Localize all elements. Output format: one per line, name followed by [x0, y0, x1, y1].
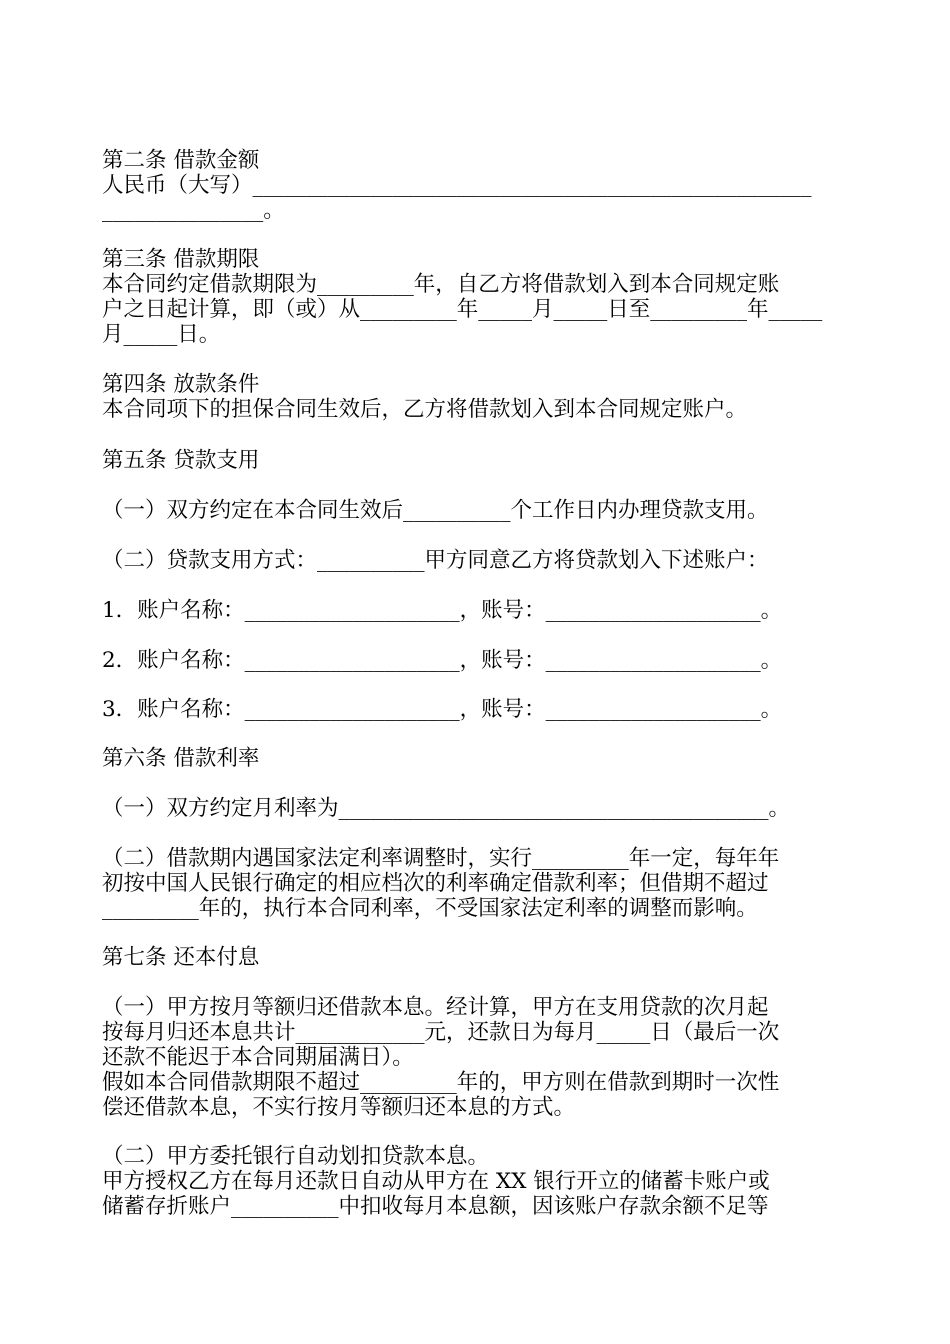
term-line-1: 本合同约定借款期限为_________年，自乙方将借款划入到本合同规定账: [102, 272, 780, 297]
account-line-3: 3．账户名称：____________________，账号：____________________。: [102, 697, 783, 722]
repayment-clause-1-line-5: 偿还借款本息，不实行按月等额归还本息的方式。: [102, 1095, 576, 1120]
disbursement-condition-line: 本合同项下的担保合同生效后，乙方将借款划入到本合同规定账户。: [102, 397, 748, 422]
article-2-heading: 第二条 借款金额: [102, 148, 260, 173]
repayment-clause-1-line-2: 按每月归还本息共计____________元，还款日为每月_____日（最后一次: [102, 1020, 780, 1045]
drawdown-clause-1: （一）双方约定在本合同生效后__________个工作日内办理贷款支用。: [102, 498, 769, 523]
article-4-heading: 第四条 放款条件: [102, 372, 260, 397]
repayment-clause-2-heading: （二）甲方委托银行自动划扣贷款本息。: [102, 1144, 490, 1169]
rate-clause-2-line-2: 初按中国人民银行确定的相应档次的利率确定借款利率；但借期不超过: [102, 871, 769, 896]
drawdown-clause-2: （二）贷款支用方式：__________甲方同意乙方将贷款划入下述账户：: [102, 548, 769, 573]
rate-clause-2-line-1: （二）借款期内遇国家法定利率调整时，实行_________年一定，每年年: [102, 846, 780, 871]
account-line-1: 1．账户名称：____________________，账号：____________________。: [102, 598, 783, 623]
repayment-clause-1-line-1: （一）甲方按月等额归还借款本息。经计算，甲方在支用贷款的次月起: [102, 995, 769, 1020]
account-line-2: 2．账户名称：____________________，账号：____________________。: [102, 648, 783, 673]
rate-clause-2-line-3: _________年的，执行本合同利率，不受国家法定利率的调整而影响。: [102, 896, 758, 921]
repayment-clause-1-line-4: 假如本合同借款期限不超过_________年的，甲方则在借款到期时一次性: [102, 1070, 780, 1095]
loan-amount-line-cont: _______________。: [102, 198, 285, 223]
term-line-2: 户之日起计算，即（或）从_________年_____月_____日至_________年_____: [102, 297, 823, 322]
article-7-heading: 第七条 还本付息: [102, 945, 260, 970]
term-line-3: 月_____日。: [102, 322, 221, 347]
rate-clause-1: （一）双方约定月利率为________________________________________。: [102, 796, 791, 821]
repayment-clause-2-line-1: 甲方授权乙方在每月还款日自动从甲方在 XX 银行开立的储蓄卡账户或: [102, 1169, 770, 1194]
repayment-clause-1-line-3: 还款不能迟于本合同期届满日）。: [102, 1045, 414, 1070]
repayment-clause-2-line-2: 储蓄存折账户__________中扣收每月本息额，因该账户存款余额不足等: [102, 1194, 769, 1219]
article-5-heading: 第五条 贷款支用: [102, 448, 260, 473]
article-3-heading: 第三条 借款期限: [102, 247, 260, 272]
loan-amount-line: 人民币（大写）____________________________________________________: [102, 173, 812, 198]
article-6-heading: 第六条 借款利率: [102, 746, 260, 771]
